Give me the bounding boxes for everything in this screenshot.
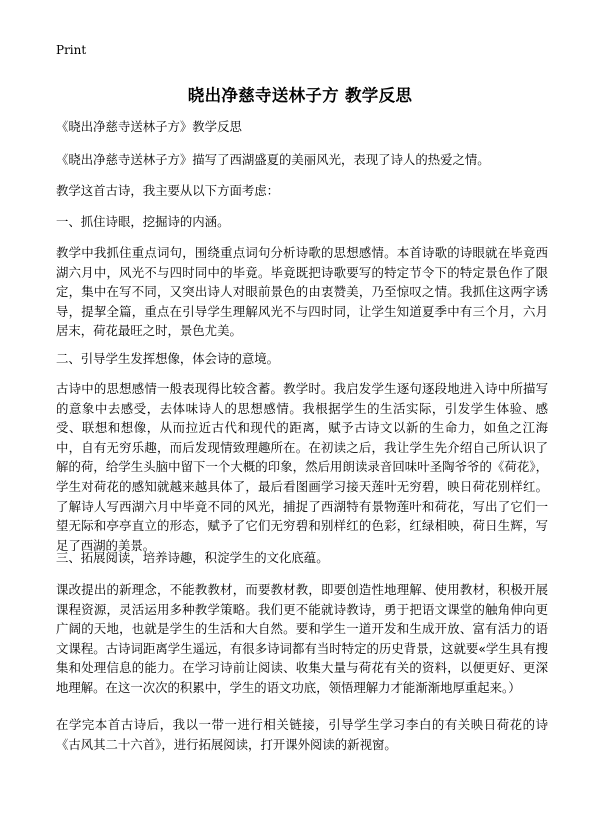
intro-paragraph: 《晓出净慈寺送林子方》描写了西湖盛夏的美丽风光，表现了诗人的热爱之情。 — [56, 152, 490, 167]
print-link[interactable]: Print — [56, 43, 87, 57]
page-title: 晓出净慈寺送林子方 教学反思 — [187, 86, 413, 105]
section-1-body: 教学中我抓住重点词句，围绕重点词句分析诗歌的思想感情。本首诗歌的诗眼就在毕竟西湖六月中，风光不与四时同中的毕竟。毕竟既把诗歌要写的特定节令下的特定景色作了限定，集中在写不同，又突出诗人对眼前景色的由衷赞美，乃至惊叹之情。我抓住这两字诱导，提挈全篇，重点在引导学生理解风光不与四时同，让学生知道夏季中有三个月，六月居末，荷花最旺之时，景色尤美。 — [56, 245, 548, 339]
lead-paragraph: 教学这首古诗，我主要从以下方面考虑： — [56, 183, 280, 198]
section-2-body: 古诗中的思想感情一般表现得比较含蓄。教学时。我启发学生逐句逐段地进入诗中所描写的意象中去感受，去体味诗人的思想感情。我根据学生的生活实际，引发学生体验、感受、联想和想像，从而拉近古代和现代的距离，赋予古诗文以新的生命力，如鱼之江海中，自有无穷乐趣，而后发现情致理趣所在。在初读之后，我让学生先介绍自己所认识了解的荷，给学生头脑中留下一个大概的印象，然后用朗读录音回味叶圣陶爷爷的《荷花》，学生对荷花的感知就越来越具体了，最后看图画学习接天莲叶无穷碧，映日荷花别样红。了解诗人写西湖六月中毕竟不同的风光，捕捉了西湖特有景物莲叶和荷花，写出了它们一望无际和亭亭直立的形态，赋予了它们无穷碧和别样红的色彩，红绿相映，荷日生辉，写足了西湖的美景。 — [56, 381, 548, 553]
subtitle-paragraph: 《晓出净慈寺送林子方》教学反思 — [56, 119, 242, 134]
section-1-heading: 一、抓住诗眼，挖掘诗的内涵。 — [56, 214, 230, 229]
closing-paragraph: 在学完本首古诗后，我以一带一进行相关链接，引导学生学习李白的有关映日荷花的诗《古风其二十六首》，进行拓展阅读，打开课外阅读的新视窗。 — [56, 717, 548, 752]
section-3-body: 课改提出的新理念，不能教教材，而要教材教，即要创造性地理解、使用教材，积极开展课程资源，灵活运用多种教学策略。我们更不能就诗教诗，勇于把语文课堂的触角伸向更广阔的天地，也就是学生的生活和大自然。要和学生一道开发和生成开放、富有活力的语文课程。古诗词距离学生遥远，有很多诗词都有当时特定的历史背景，这就要«学生具有搜集和处理信息的能力。在学习诗前让阅读、收集大量与荷花有关的资料，以便更好、更深地理解。在这一次次的积累中，学生的语文功底，领悟理解力才能渐渐地厚重起来。） — [56, 582, 548, 695]
section-2-heading: 二、引导学生发挥想像，体会诗的意境。 — [56, 351, 280, 366]
section-3-heading: 三、拓展阅读，培养诗趣，积淀学生的文化底蕴。 — [56, 550, 329, 565]
